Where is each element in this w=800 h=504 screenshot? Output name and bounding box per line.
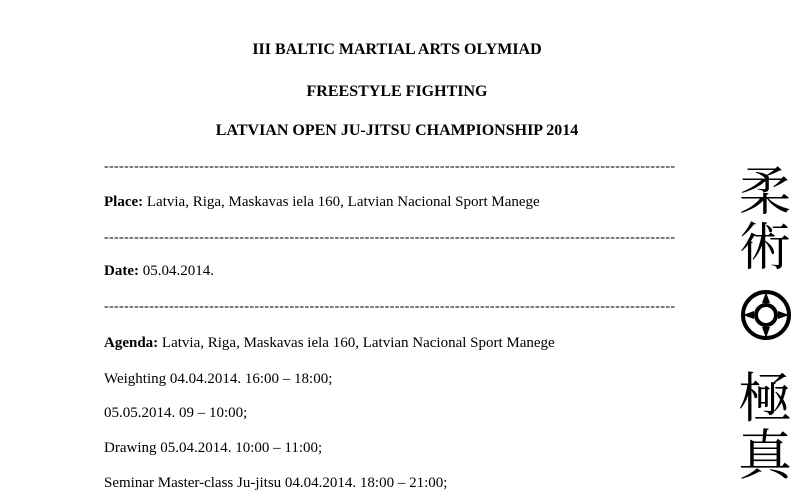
side-emblem (730, 165, 800, 504)
agenda-item: 05.05.2014. 09 – 10:00; (104, 405, 248, 421)
kanji-jutsu: 術 (738, 218, 791, 278)
date-line (104, 262, 214, 280)
place-label: Place: (104, 194, 144, 210)
kanku-emblem-icon (740, 289, 792, 341)
title-championship: LATVIAN OPEN JU-JITSU CHAMPIONSHIP 2014 (215, 122, 579, 139)
agenda-item: Seminar Master-class Ju-jitsu 04.04.2014. 18:00 – 21:00; (104, 475, 448, 491)
kanji-ju: 柔 (738, 163, 791, 223)
date-label: Date: (104, 263, 139, 279)
agenda-label: Agenda: (104, 335, 159, 351)
separator-line: ------------------------------------------------------------------------------------------------------------------ (104, 230, 676, 245)
agenda-item: Weighting 04.04.2014. 16:00 – 18:00; (104, 371, 333, 387)
title-freestyle: FREESTYLE FIGHTING (306, 83, 488, 100)
date-value: 05.04.2014. (138, 263, 214, 279)
agenda-value: Latvia, Riga, Maskavas iela 160, Latvian Nacional Sport Manege (158, 335, 555, 351)
kanji-shin: 真 (738, 424, 792, 487)
separator-line: ------------------------------------------------------------------------------------------------------------------ (104, 159, 676, 174)
place-line (104, 193, 540, 211)
title-olympiad: III BALTIC MARTIAL ARTS OLYMIAD (252, 41, 542, 58)
agenda-item: Drawing 05.04.2014. 10:00 – 11:00; (104, 440, 323, 456)
separator-line: ------------------------------------------------------------------------------------------------------------------ (104, 299, 676, 314)
agenda-line (104, 334, 555, 352)
place-value: Latvia, Riga, Maskavas iela 160, Latvian Nacional Sport Manege (143, 194, 540, 210)
kanji-kyoku: 極 (738, 367, 792, 430)
